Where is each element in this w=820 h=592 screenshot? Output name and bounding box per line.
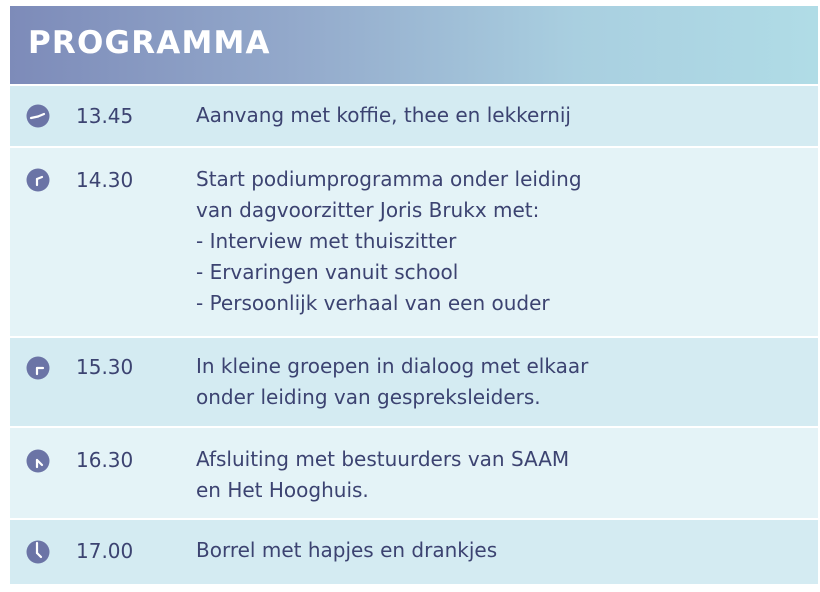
clock-icon — [26, 104, 50, 128]
schedule-item — [10, 86, 818, 146]
schedule-list — [10, 86, 818, 584]
schedule-time: 15.30 — [76, 355, 134, 379]
description-line: In kleine groepen in dialoog met elkaar — [196, 354, 589, 378]
description-line: Start podiumprogramma onder leiding — [196, 167, 582, 191]
description-line: Afsluiting met bestuurders van SAAM — [196, 447, 570, 471]
schedule-description — [196, 100, 571, 131]
description-line: Borrel met hapjes en drankjes — [196, 538, 498, 562]
schedule-item — [10, 148, 818, 336]
description-line: - Interview met thuiszitter — [196, 229, 457, 253]
schedule-item — [10, 338, 818, 426]
schedule-item — [10, 520, 818, 584]
description-line: onder leiding van gespreksleiders. — [196, 385, 541, 409]
program-panel — [10, 6, 818, 592]
schedule-time: 13.45 — [76, 104, 134, 128]
schedule-time: 16.30 — [76, 448, 134, 472]
schedule-description — [196, 164, 582, 319]
description-line: van dagvoorzitter Joris Brukx met: — [196, 198, 540, 222]
program-title: PROGRAMMA — [28, 25, 271, 61]
clock-icon — [26, 449, 50, 473]
schedule-time: 17.00 — [76, 539, 134, 563]
schedule-description — [196, 535, 497, 566]
schedule-description — [196, 351, 588, 413]
description-line: - Persoonlijk verhaal van een ouder — [196, 291, 550, 315]
clock-icon — [26, 356, 50, 380]
schedule-time: 14.30 — [76, 168, 134, 192]
clock-icon — [26, 168, 50, 192]
description-line: en Het Hooghuis. — [196, 478, 369, 502]
schedule-item — [10, 428, 818, 518]
schedule-description — [196, 444, 569, 506]
clock-icon — [26, 540, 50, 564]
description-line: - Ervaringen vanuit school — [196, 260, 459, 284]
description-line: Aanvang met koffie, thee en lekkernij — [196, 103, 571, 127]
program-header — [10, 6, 818, 84]
